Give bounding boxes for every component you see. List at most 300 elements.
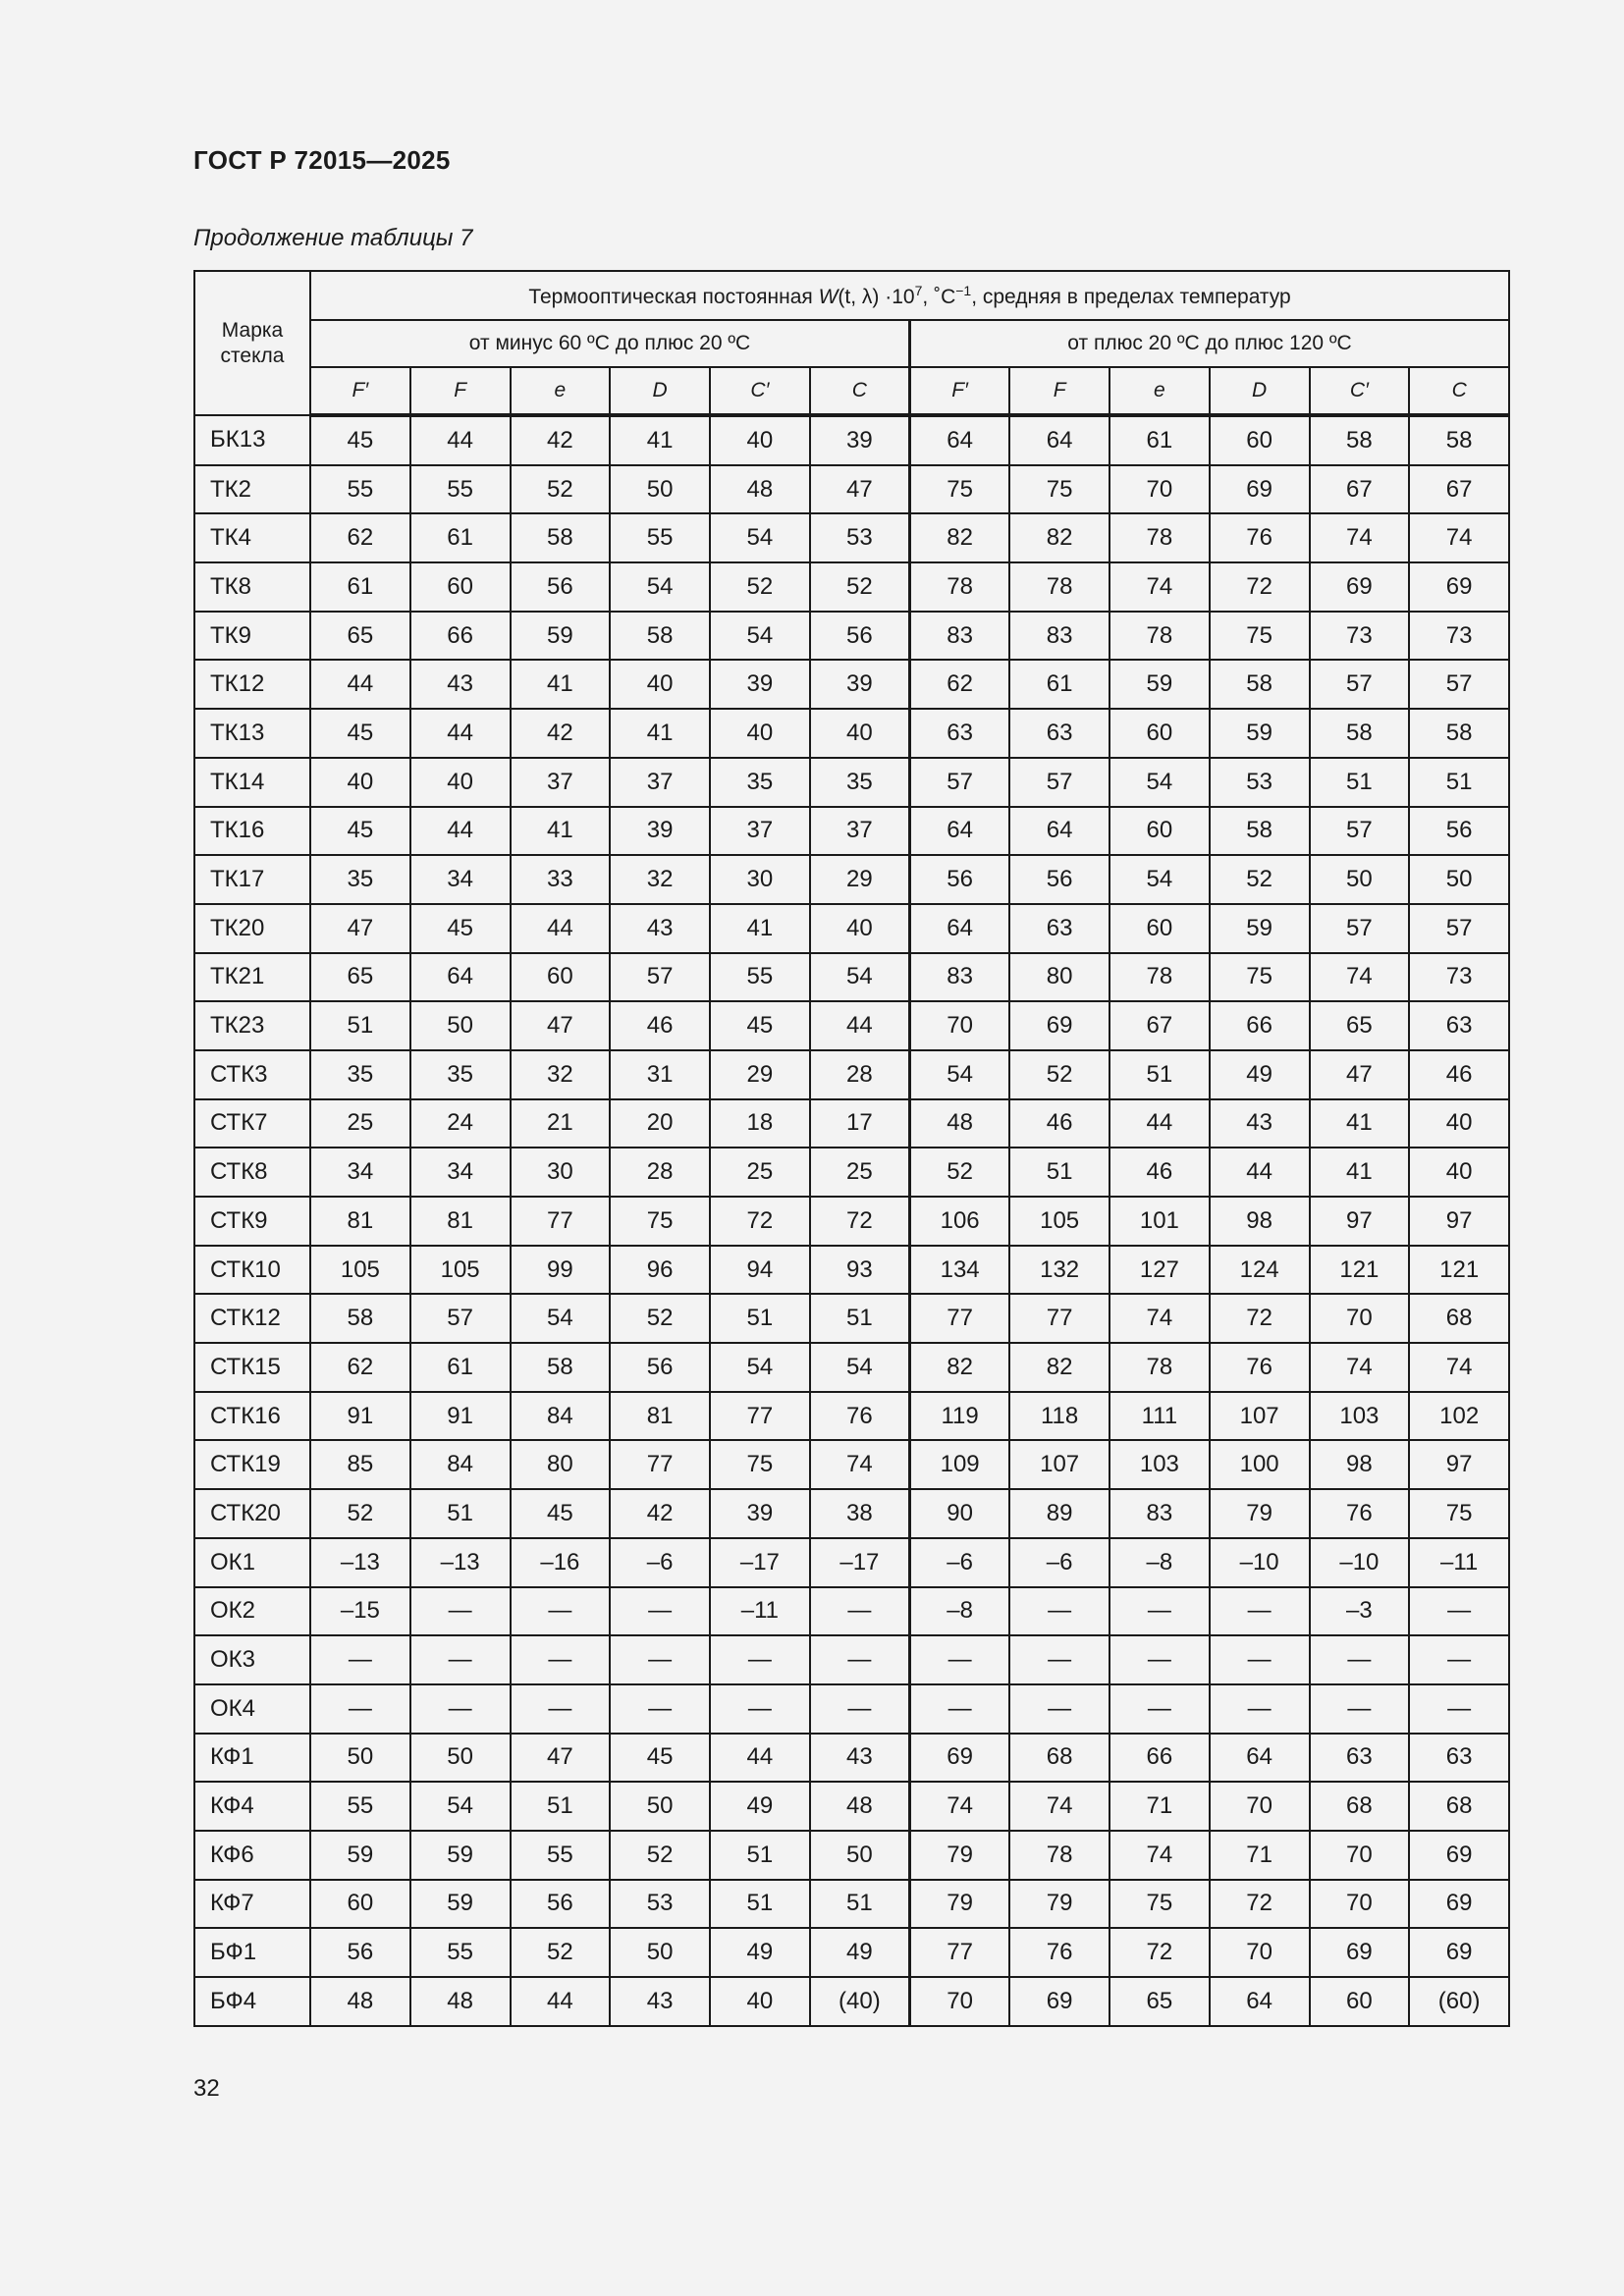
value-cell: 57: [1310, 660, 1410, 709]
table-row: [194, 1099, 1509, 1148]
main-header-exp1: 7: [914, 282, 923, 298]
value-cell: 63: [910, 709, 1010, 758]
value-cell: 58: [1310, 415, 1410, 465]
value-cell: 54: [710, 1343, 810, 1392]
value-cell: 60: [1210, 415, 1310, 465]
value-cell: 75: [1210, 612, 1310, 661]
value-cell: 57: [1409, 660, 1509, 709]
value-cell: 67: [1110, 1001, 1210, 1050]
value-cell: 83: [910, 612, 1010, 661]
value-cell: —: [511, 1587, 611, 1636]
value-cell: 78: [1009, 1831, 1110, 1880]
value-cell: 46: [610, 1001, 710, 1050]
temperature-range-header: от плюс 20 ºС до плюс 120 ºС: [910, 320, 1510, 367]
value-cell: 47: [511, 1734, 611, 1783]
value-cell: –17: [810, 1538, 910, 1587]
value-cell: 63: [1409, 1734, 1509, 1783]
value-cell: 52: [610, 1294, 710, 1343]
value-cell: 20: [610, 1099, 710, 1148]
value-cell: 52: [610, 1831, 710, 1880]
main-header-pre: Термооптическая постоянная: [528, 285, 819, 308]
value-cell: 60: [410, 562, 511, 612]
value-cell: 25: [310, 1099, 410, 1148]
value-cell: —: [1310, 1684, 1410, 1734]
value-cell: 59: [410, 1831, 511, 1880]
glass-brand-cell: ТК20: [194, 904, 310, 953]
glass-brand-cell: СТК15: [194, 1343, 310, 1392]
value-cell: 70: [910, 1977, 1010, 2026]
value-cell: 44: [1210, 1148, 1310, 1197]
value-cell: 44: [1110, 1099, 1210, 1148]
value-cell: 50: [1409, 855, 1509, 904]
value-cell: 76: [1310, 1489, 1410, 1538]
value-cell: 69: [910, 1734, 1010, 1783]
value-cell: 43: [1210, 1099, 1310, 1148]
value-cell: 100: [1210, 1440, 1310, 1489]
value-cell: 41: [511, 660, 611, 709]
value-cell: 103: [1310, 1392, 1410, 1441]
value-cell: 35: [310, 855, 410, 904]
value-cell: 39: [610, 807, 710, 856]
value-cell: 83: [1110, 1489, 1210, 1538]
value-cell: 51: [810, 1880, 910, 1929]
value-cell: –11: [710, 1587, 810, 1636]
table-row: [194, 1392, 1509, 1441]
value-cell: 59: [1210, 709, 1310, 758]
value-cell: 51: [1110, 1050, 1210, 1099]
value-cell: 69: [1409, 1880, 1509, 1929]
value-cell: 57: [1009, 758, 1110, 807]
value-cell: 40: [1409, 1099, 1509, 1148]
value-cell: 49: [710, 1782, 810, 1831]
value-cell: 75: [1210, 953, 1310, 1002]
value-cell: 60: [1110, 807, 1210, 856]
value-cell: 67: [1409, 465, 1509, 514]
value-cell: 55: [610, 513, 710, 562]
value-cell: 61: [310, 562, 410, 612]
value-cell: 74: [1009, 1782, 1110, 1831]
value-cell: 64: [1009, 807, 1110, 856]
value-cell: 30: [710, 855, 810, 904]
value-cell: 60: [1310, 1977, 1410, 2026]
value-cell: 45: [310, 807, 410, 856]
main-column-header: [310, 271, 1509, 320]
value-cell: —: [1210, 1587, 1310, 1636]
value-cell: 39: [710, 660, 810, 709]
wavelength-column-header: C: [810, 367, 910, 415]
value-cell: 37: [710, 807, 810, 856]
value-cell: 45: [511, 1489, 611, 1538]
value-cell: 45: [310, 709, 410, 758]
value-cell: 40: [710, 709, 810, 758]
value-cell: 65: [1110, 1977, 1210, 2026]
value-cell: 63: [1310, 1734, 1410, 1783]
value-cell: 48: [910, 1099, 1010, 1148]
value-cell: 29: [710, 1050, 810, 1099]
value-cell: 58: [1210, 660, 1310, 709]
value-cell: —: [910, 1635, 1010, 1684]
value-cell: 74: [1310, 953, 1410, 1002]
value-cell: 42: [511, 415, 611, 465]
value-cell: 48: [410, 1977, 511, 2026]
value-cell: 97: [1310, 1197, 1410, 1246]
wavelength-column-header: D: [1210, 367, 1310, 415]
value-cell: 81: [410, 1197, 511, 1246]
value-cell: 56: [1009, 855, 1110, 904]
glass-brand-cell: СТК9: [194, 1197, 310, 1246]
value-cell: 82: [910, 513, 1010, 562]
value-cell: 81: [610, 1392, 710, 1441]
glass-brand-cell: ТК9: [194, 612, 310, 661]
value-cell: 70: [1110, 465, 1210, 514]
value-cell: 51: [710, 1880, 810, 1929]
table-row: [194, 758, 1509, 807]
value-cell: 24: [410, 1099, 511, 1148]
value-cell: 55: [410, 1928, 511, 1977]
glass-brand-cell: СТК20: [194, 1489, 310, 1538]
value-cell: 56: [310, 1928, 410, 1977]
value-cell: 41: [610, 709, 710, 758]
value-cell: 30: [511, 1148, 611, 1197]
value-cell: 66: [1210, 1001, 1310, 1050]
value-cell: 79: [910, 1880, 1010, 1929]
value-cell: 72: [1210, 1880, 1310, 1929]
value-cell: 106: [910, 1197, 1010, 1246]
value-cell: 59: [310, 1831, 410, 1880]
value-cell: 68: [1310, 1782, 1410, 1831]
value-cell: 77: [511, 1197, 611, 1246]
temperature-range-header: от минус 60 ºС до плюс 20 ºС: [310, 320, 910, 367]
wavelength-column-header: F′: [910, 367, 1010, 415]
value-cell: 46: [1409, 1050, 1509, 1099]
glass-brand-cell: КФ6: [194, 1831, 310, 1880]
value-cell: 28: [610, 1148, 710, 1197]
value-cell: 69: [1409, 1831, 1509, 1880]
value-cell: 75: [1110, 1880, 1210, 1929]
value-cell: 58: [610, 612, 710, 661]
value-cell: —: [1009, 1684, 1110, 1734]
value-cell: 40: [610, 660, 710, 709]
document-code: ГОСТ Р 72015—2025: [193, 145, 451, 175]
value-cell: 57: [610, 953, 710, 1002]
table-row: [194, 1928, 1509, 1977]
value-cell: 121: [1310, 1246, 1410, 1295]
value-cell: 70: [1310, 1831, 1410, 1880]
value-cell: 63: [1009, 709, 1110, 758]
value-cell: 74: [1409, 513, 1509, 562]
value-cell: 33: [511, 855, 611, 904]
value-cell: 47: [810, 465, 910, 514]
value-cell: —: [810, 1635, 910, 1684]
value-cell: 34: [410, 1148, 511, 1197]
value-cell: 79: [1009, 1880, 1110, 1929]
value-cell: 57: [1310, 904, 1410, 953]
value-cell: 73: [1310, 612, 1410, 661]
value-cell: —: [410, 1587, 511, 1636]
value-cell: —: [1210, 1635, 1310, 1684]
wavelength-column-header: F: [1009, 367, 1110, 415]
main-header-args: (t, λ): [838, 285, 880, 308]
value-cell: 51: [511, 1782, 611, 1831]
glass-brand-cell: ТК21: [194, 953, 310, 1002]
value-cell: 60: [1110, 709, 1210, 758]
table-row: [194, 1635, 1509, 1684]
value-cell: 55: [410, 465, 511, 514]
value-cell: 51: [1009, 1148, 1110, 1197]
value-cell: 73: [1409, 953, 1509, 1002]
value-cell: 61: [1110, 415, 1210, 465]
table-row: [194, 1977, 1509, 2026]
table-row: [194, 1880, 1509, 1929]
value-cell: 84: [410, 1440, 511, 1489]
value-cell: 55: [511, 1831, 611, 1880]
value-cell: 98: [1210, 1197, 1310, 1246]
value-cell: 54: [710, 513, 810, 562]
value-cell: 53: [810, 513, 910, 562]
value-cell: 32: [610, 855, 710, 904]
value-cell: —: [1110, 1587, 1210, 1636]
value-cell: 59: [1210, 904, 1310, 953]
value-cell: 53: [610, 1880, 710, 1929]
value-cell: 44: [310, 660, 410, 709]
glass-brand-cell: СТК12: [194, 1294, 310, 1343]
value-cell: 134: [910, 1246, 1010, 1295]
table-row: [194, 415, 1509, 465]
value-cell: 76: [1009, 1928, 1110, 1977]
value-cell: 55: [310, 465, 410, 514]
value-cell: 72: [1110, 1928, 1210, 1977]
value-cell: 78: [1009, 562, 1110, 612]
table-row: [194, 1343, 1509, 1392]
value-cell: 47: [511, 1001, 611, 1050]
value-cell: –13: [310, 1538, 410, 1587]
value-cell: –6: [610, 1538, 710, 1587]
value-cell: 62: [310, 1343, 410, 1392]
glass-brand-cell: КФ7: [194, 1880, 310, 1929]
value-cell: 39: [810, 660, 910, 709]
value-cell: 37: [511, 758, 611, 807]
value-cell: 54: [810, 1343, 910, 1392]
value-cell: —: [310, 1635, 410, 1684]
value-cell: 25: [810, 1148, 910, 1197]
value-cell: 66: [1110, 1734, 1210, 1783]
value-cell: 58: [511, 513, 611, 562]
value-cell: 39: [710, 1489, 810, 1538]
value-cell: 54: [1110, 758, 1210, 807]
value-cell: 54: [910, 1050, 1010, 1099]
table-row: [194, 1246, 1509, 1295]
value-cell: 83: [1009, 612, 1110, 661]
value-cell: 56: [1409, 807, 1509, 856]
value-cell: 58: [1310, 709, 1410, 758]
value-cell: 101: [1110, 1197, 1210, 1246]
value-cell: 48: [710, 465, 810, 514]
value-cell: 77: [910, 1928, 1010, 1977]
value-cell: 41: [710, 904, 810, 953]
value-cell: —: [410, 1635, 511, 1684]
value-cell: —: [1210, 1684, 1310, 1734]
value-cell: 124: [1210, 1246, 1310, 1295]
table-row: [194, 513, 1509, 562]
table-row: [194, 1489, 1509, 1538]
value-cell: —: [1009, 1635, 1110, 1684]
value-cell: 91: [310, 1392, 410, 1441]
value-cell: 45: [710, 1001, 810, 1050]
value-cell: 69: [1310, 562, 1410, 612]
glass-brand-cell: ТК16: [194, 807, 310, 856]
value-cell: 118: [1009, 1392, 1110, 1441]
value-cell: –16: [511, 1538, 611, 1587]
value-cell: 97: [1409, 1197, 1509, 1246]
value-cell: 132: [1009, 1246, 1110, 1295]
value-cell: 105: [1009, 1197, 1110, 1246]
value-cell: 107: [1009, 1440, 1110, 1489]
value-cell: 78: [1110, 513, 1210, 562]
value-cell: 83: [910, 953, 1010, 1002]
value-cell: 46: [1110, 1148, 1210, 1197]
value-cell: 37: [610, 758, 710, 807]
table-row: [194, 855, 1509, 904]
value-cell: 44: [810, 1001, 910, 1050]
value-cell: 56: [910, 855, 1010, 904]
value-cell: 64: [910, 807, 1010, 856]
value-cell: 109: [910, 1440, 1010, 1489]
value-cell: 52: [511, 465, 611, 514]
glass-brand-cell: СТК8: [194, 1148, 310, 1197]
value-cell: 57: [1409, 904, 1509, 953]
value-cell: 44: [710, 1734, 810, 1783]
value-cell: —: [1409, 1587, 1509, 1636]
glass-brand-cell: КФ4: [194, 1782, 310, 1831]
value-cell: 41: [1310, 1148, 1410, 1197]
value-cell: 58: [1409, 415, 1509, 465]
value-cell: 29: [810, 855, 910, 904]
value-cell: 44: [511, 904, 611, 953]
value-cell: 52: [1210, 855, 1310, 904]
value-cell: 56: [810, 612, 910, 661]
value-cell: 35: [410, 1050, 511, 1099]
value-cell: 102: [1409, 1392, 1509, 1441]
value-cell: 57: [1310, 807, 1410, 856]
value-cell: —: [1310, 1635, 1410, 1684]
glass-brand-cell: ТК4: [194, 513, 310, 562]
table-row: [194, 465, 1509, 514]
wavelength-column-header: F′: [310, 367, 410, 415]
table-row: [194, 1050, 1509, 1099]
value-cell: 56: [610, 1343, 710, 1392]
value-cell: 68: [1409, 1782, 1509, 1831]
value-cell: 67: [1310, 465, 1410, 514]
value-cell: 50: [410, 1734, 511, 1783]
value-cell: 48: [810, 1782, 910, 1831]
value-cell: 60: [511, 953, 611, 1002]
value-cell: 84: [511, 1392, 611, 1441]
wavelength-column-header: e: [511, 367, 611, 415]
glass-brand-cell: КФ1: [194, 1734, 310, 1783]
value-cell: 49: [710, 1928, 810, 1977]
value-cell: 64: [1009, 415, 1110, 465]
value-cell: —: [310, 1684, 410, 1734]
value-cell: 40: [810, 709, 910, 758]
value-cell: 58: [511, 1343, 611, 1392]
value-cell: 54: [410, 1782, 511, 1831]
value-cell: 45: [610, 1734, 710, 1783]
value-cell: 105: [410, 1246, 511, 1295]
glass-brand-cell: ТК13: [194, 709, 310, 758]
value-cell: –6: [1009, 1538, 1110, 1587]
value-cell: 68: [1409, 1294, 1509, 1343]
value-cell: —: [410, 1684, 511, 1734]
value-cell: 94: [710, 1246, 810, 1295]
value-cell: 50: [1310, 855, 1410, 904]
value-cell: 61: [1009, 660, 1110, 709]
value-cell: 37: [810, 807, 910, 856]
value-cell: 105: [310, 1246, 410, 1295]
value-cell: 69: [1009, 1977, 1110, 2026]
value-cell: 40: [810, 904, 910, 953]
value-cell: —: [511, 1684, 611, 1734]
wavelength-column-header: F: [410, 367, 511, 415]
value-cell: 60: [1110, 904, 1210, 953]
value-cell: 35: [310, 1050, 410, 1099]
value-cell: 44: [410, 415, 511, 465]
value-cell: –8: [910, 1587, 1010, 1636]
value-cell: 70: [1310, 1294, 1410, 1343]
value-cell: 41: [610, 415, 710, 465]
value-cell: 51: [1310, 758, 1410, 807]
table-row: [194, 1831, 1509, 1880]
value-cell: –17: [710, 1538, 810, 1587]
value-cell: –13: [410, 1538, 511, 1587]
value-cell: 42: [610, 1489, 710, 1538]
value-cell: 54: [511, 1294, 611, 1343]
value-cell: —: [1110, 1635, 1210, 1684]
value-cell: 43: [810, 1734, 910, 1783]
value-cell: –10: [1210, 1538, 1310, 1587]
value-cell: 42: [511, 709, 611, 758]
value-cell: 34: [310, 1148, 410, 1197]
value-cell: 21: [511, 1099, 611, 1148]
glass-brand-cell: СТК19: [194, 1440, 310, 1489]
glass-brand-cell: ТК17: [194, 855, 310, 904]
value-cell: 40: [1409, 1148, 1509, 1197]
value-cell: 58: [1210, 807, 1310, 856]
value-cell: 82: [910, 1343, 1010, 1392]
value-cell: 65: [310, 612, 410, 661]
value-cell: 70: [1310, 1880, 1410, 1929]
value-cell: 50: [310, 1734, 410, 1783]
value-cell: 59: [511, 612, 611, 661]
value-cell: 74: [1110, 1831, 1210, 1880]
value-cell: 98: [1310, 1440, 1410, 1489]
value-cell: 64: [910, 415, 1010, 465]
value-cell: 79: [1210, 1489, 1310, 1538]
table-row: [194, 953, 1509, 1002]
glass-brand-cell: ТК2: [194, 465, 310, 514]
value-cell: 25: [710, 1148, 810, 1197]
value-cell: 50: [610, 1782, 710, 1831]
value-cell: 57: [410, 1294, 511, 1343]
value-cell: —: [810, 1684, 910, 1734]
value-cell: 75: [1409, 1489, 1509, 1538]
value-cell: 52: [710, 562, 810, 612]
value-cell: 44: [410, 807, 511, 856]
value-cell: —: [610, 1587, 710, 1636]
value-cell: 46: [1009, 1099, 1110, 1148]
value-cell: 45: [410, 904, 511, 953]
value-cell: 68: [1009, 1734, 1110, 1783]
value-cell: 52: [310, 1489, 410, 1538]
